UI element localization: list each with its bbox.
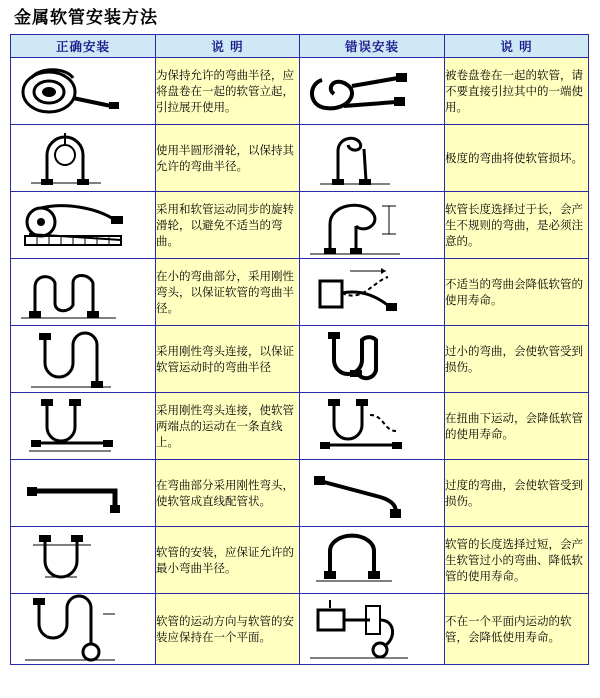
different-plane-wrong-icon: [300, 594, 444, 664]
figure-cell-correct: [11, 192, 156, 259]
short-length-wrong-icon: [300, 531, 444, 589]
note-cell-correct: 软管的运动方向与软管的安装应保持在一个平面。: [156, 594, 300, 665]
note-cell-wrong: 不在一个平面内运动的软管，会降低使用寿命。: [445, 594, 589, 665]
table-row: [11, 393, 589, 460]
rigid-elbow-correct-icon: [11, 263, 155, 321]
min-radius-correct-icon: [11, 531, 155, 589]
note-cell-correct: 采用刚性弯头连接，使软管两端点的运动在一条直线上。: [156, 393, 300, 460]
header-correct-install: 正确安装: [11, 35, 156, 58]
note-cell-correct: 在小的弯曲部分，采用刚性弯头，以保证软管的弯曲半径。: [156, 259, 300, 326]
figure-cell-correct: [11, 58, 156, 125]
figure-cell-wrong: [300, 192, 445, 259]
note-cell-correct: 采用和软管运动同步的旋转滑轮，以避免不适当的弯曲。: [156, 192, 300, 259]
same-plane-correct-icon: [11, 594, 155, 664]
header-correct-note: 说 明: [156, 35, 300, 58]
figure-cell-wrong: [300, 594, 445, 665]
table-row: [11, 527, 589, 594]
figure-cell-wrong: [300, 326, 445, 393]
figure-cell-correct: [11, 393, 156, 460]
rotating-sheave-correct-icon: [11, 196, 155, 254]
note-cell-wrong: 极度的弯曲将使软管损坏。: [445, 125, 589, 192]
note-cell-wrong: 在扭曲下运动，会降低软管的使用寿命。: [445, 393, 589, 460]
figure-cell-wrong: [300, 125, 445, 192]
installation-methods-table: [10, 34, 589, 665]
table-row: [11, 125, 589, 192]
long-hose-wrong-icon: [300, 194, 444, 256]
coiled-hose-wrong-icon: [300, 62, 444, 120]
tight-bend-wrong-icon: [300, 330, 444, 388]
note-cell-correct: 在弯曲部分采用刚性弯头，使软管成直线配管状。: [156, 460, 300, 527]
straight-piping-correct-icon: [11, 467, 155, 519]
note-cell-wrong: 被卷盘卷在一起的软管，请不要直接引拉其中的一端使用。: [445, 58, 589, 125]
note-cell-wrong: 过小的弯曲，会使软管受到损伤。: [445, 326, 589, 393]
straight-line-correct-icon: [11, 397, 155, 455]
figure-cell-wrong: [300, 460, 445, 527]
figure-cell-correct: [11, 594, 156, 665]
sharp-bend-wrong-icon: [300, 129, 444, 187]
table-row: [11, 58, 589, 125]
figure-cell-correct: [11, 460, 156, 527]
note-cell-wrong: 软管的长度选择过短，会产生软管过小的弯曲、降低软管的使用寿命。: [445, 527, 589, 594]
rigid-elbow-motion-correct-icon: [11, 329, 155, 389]
figure-cell-correct: [11, 125, 156, 192]
excess-bend-wrong-icon: [300, 467, 444, 519]
figure-cell-wrong: [300, 393, 445, 460]
page-title: 金属软管安装方法: [14, 8, 158, 28]
header-wrong-note: 说 明: [445, 35, 589, 58]
note-cell-wrong: 过度的弯曲，会使软管受到损伤。: [445, 460, 589, 527]
table-row: [11, 192, 589, 259]
table-header-row: [11, 35, 589, 58]
note-cell-correct: 采用刚性弯头连接，以保证软管运动时的弯曲半径: [156, 326, 300, 393]
figure-cell-correct: [11, 326, 156, 393]
table-row: [11, 594, 589, 665]
table-row: [11, 259, 589, 326]
figure-cell-correct: [11, 259, 156, 326]
note-cell-wrong: 软管长度选择过于长，会产生不规则的弯曲，是必须注意的。: [445, 192, 589, 259]
figure-cell-wrong: [300, 527, 445, 594]
semicircle-sheave-correct-icon: [11, 129, 155, 187]
note-cell-correct: 使用半圆形滑轮，以保持其允许的弯曲半径。: [156, 125, 300, 192]
note-cell-correct: 为保持允许的弯曲半径，应将盘卷在一起的软管立起，引拉展开使用。: [156, 58, 300, 125]
figure-cell-correct: [11, 527, 156, 594]
table-row: [11, 326, 589, 393]
coiled-hose-correct-icon: [11, 62, 155, 120]
header-wrong-install: 错误安装: [300, 35, 445, 58]
twist-motion-wrong-icon: [300, 397, 444, 455]
note-cell-wrong: 不适当的弯曲会降低软管的使用寿命。: [445, 259, 589, 326]
improper-bend-wrong-icon: [300, 263, 444, 321]
table-row: [11, 460, 589, 527]
figure-cell-wrong: [300, 259, 445, 326]
note-cell-correct: 软管的安装，应保证允许的最小弯曲半径。: [156, 527, 300, 594]
figure-cell-wrong: [300, 58, 445, 125]
